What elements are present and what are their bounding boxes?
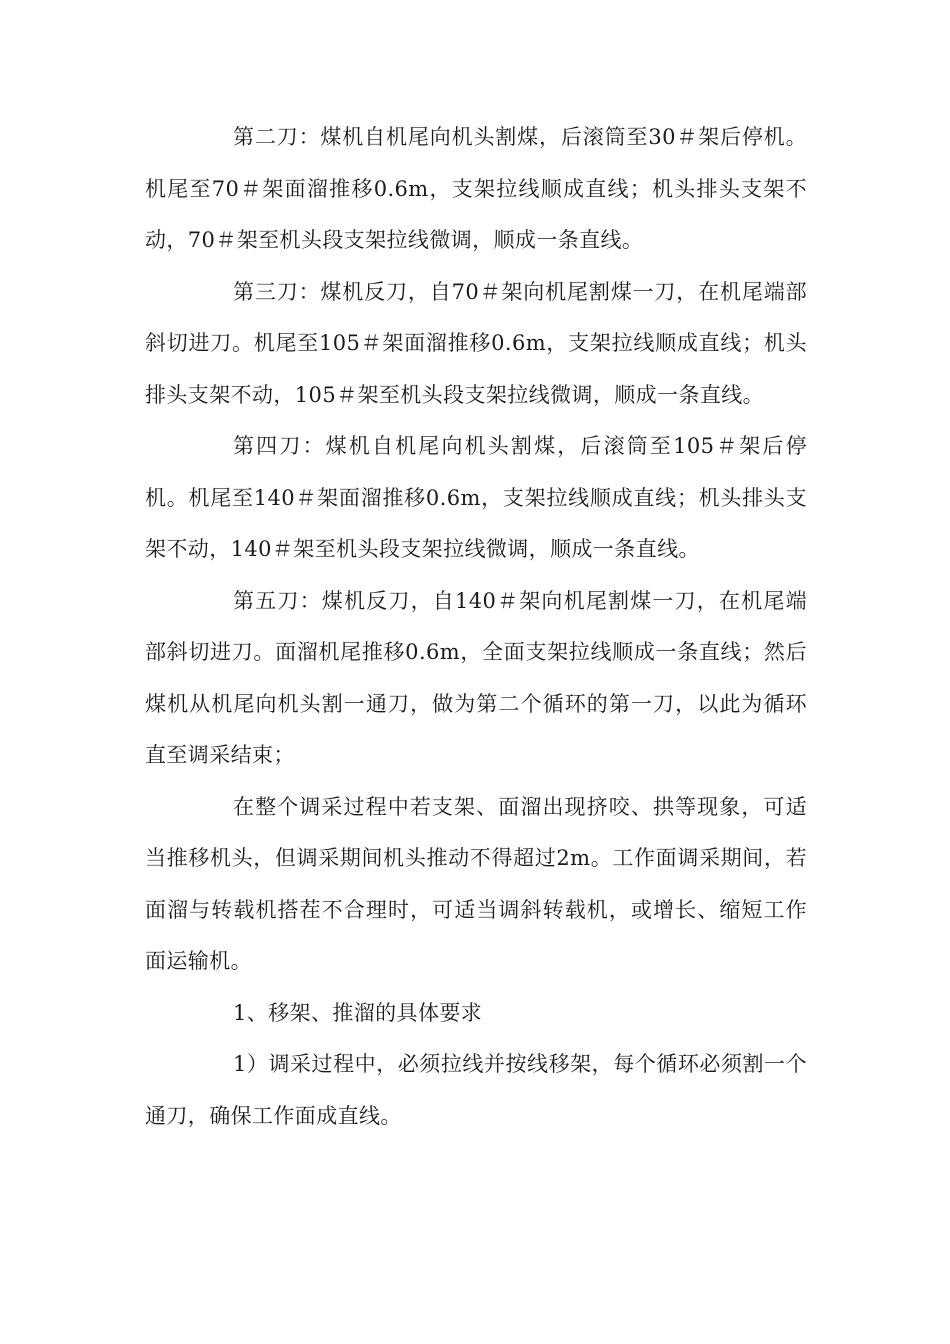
paragraph-requirement-one: 1）调采过程中，必须拉线并按线移架，每个循环必须割一个通刀，确保工作面成直线。	[145, 1052, 807, 1128]
paragraph-cut-five: 第五刀：煤机反刀，自140＃架向机尾割煤一刀，在机尾端部斜切进刀。面溜机尾推移0.6m，全面支架拉线顺成一条直线；然后煤机从机尾向机头割一通刀，做为第二个循环的第一刀，以此为循环直至调采结束；	[145, 588, 807, 767]
paragraph-cut-four: 第四刀：煤机自机尾向机头割煤，后滚筒至105＃架后停机。机尾至140＃架面溜推移0.6m，支架拉线顺成直线；机头排头支架不动，140＃架至机头段支架拉线微调，顺成一条直线。	[145, 434, 807, 561]
section-heading-requirements: 1、移架、推溜的具体要求	[233, 1000, 483, 1025]
paragraph-cut-two: 第二刀：煤机自机尾向机头割煤，后滚筒至30＃架后停机。机尾至70＃架面溜推移0.6m，支架拉线顺成直线；机头排头支架不动，70＃架至机头段支架拉线微调，顺成一条直线。	[145, 125, 807, 252]
paragraph-cut-three: 第三刀：煤机反刀，自70＃架向机尾割煤一刀，在机尾端部斜切进刀。机尾至105＃架面溜推移0.6m，支架拉线顺成直线；机头排头支架不动，105＃架至机头段支架拉线微调，顺成一条直线。	[145, 279, 807, 407]
document-body	[145, 112, 807, 1142]
paragraph-adjustment-notes: 在整个调采过程中若支架、面溜出现挤咬、拱等现象，可适当推移机头，但调采期间机头推动不得超过2m。工作面调采期间，若面溜与转载机搭茬不合理时，可适当调斜转载机，或增长、缩短工作面运输机。	[145, 794, 807, 973]
